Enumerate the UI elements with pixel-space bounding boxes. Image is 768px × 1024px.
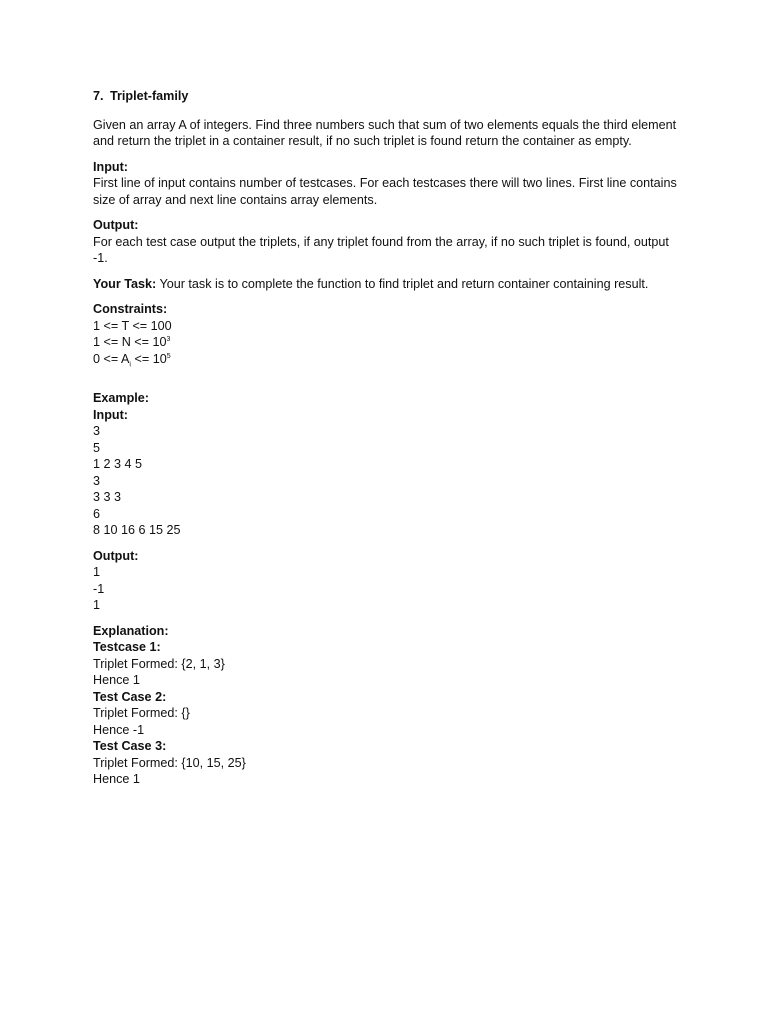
example-heading: Example: [93, 391, 149, 405]
constraint-n-exponent: 3 [166, 335, 171, 343]
example-input-line: 3 [93, 424, 101, 438]
constraints-section [93, 301, 683, 367]
input-text: First line of input contains number of testcases. For each testcases there will two lines. First line contains size of array and next line contains array elements. [93, 176, 677, 207]
explanation-line: Hence 1 [93, 673, 140, 687]
explanation-section [93, 623, 683, 788]
constraint-n [93, 334, 683, 351]
example-output-line: -1 [93, 581, 105, 596]
output-heading: Output: [93, 218, 139, 232]
task-section [93, 276, 683, 293]
explanation-line: Hence 1 [93, 772, 140, 786]
explanation-heading: Explanation: [93, 623, 169, 638]
constraint-a-subscript: i [129, 361, 131, 369]
example-input-heading: Input: [93, 407, 128, 422]
example-input-line: 5 [93, 440, 101, 455]
explanation-line: Test Case 3: [93, 739, 167, 753]
example-section [93, 390, 683, 539]
example-input-line: 6 [93, 506, 101, 521]
problem-number: 7. [93, 89, 104, 103]
task-text: Your task is to complete the function to find triplet and return container containing result. [156, 276, 649, 291]
input-section [93, 159, 683, 209]
constraint-a-exponent: 5 [166, 352, 171, 360]
example-output-heading: Output: [93, 548, 139, 563]
problem-title-text: Triplet-family [110, 89, 189, 103]
explanation-line: Triplet Formed: {} [93, 706, 190, 720]
explanation-line: Triplet Formed: {10, 15, 25} [93, 755, 246, 770]
spacer [93, 376, 683, 390]
task-label: Your Task: [93, 276, 157, 291]
example-input-line: 3 [93, 473, 101, 488]
example-input-line: 1 2 3 4 5 [93, 457, 143, 471]
example-output-line: 1 [93, 565, 101, 579]
input-heading: Input: [93, 159, 128, 174]
problem-title [93, 88, 683, 105]
output-text: For each test case output the triplets, if any triplet found from the array, if no such triplet is found, output -1. [93, 234, 669, 265]
constraint-a-text: 0 <= A [93, 351, 130, 366]
problem-description: Given an array A of integers. Find three numbers such that sum of two elements equals the third element and return the triplet in a container result, if no such triplet is found return the container as empty. [93, 117, 677, 148]
explanation-line: Testcase 1: [93, 640, 161, 654]
constraint-a-mid: <= 10 [130, 351, 167, 366]
constraint-n-text: 1 <= N <= 10 [93, 335, 167, 349]
constraint-t: 1 <= T <= 100 [93, 318, 172, 333]
example-output-line: 1 [93, 598, 101, 612]
output-section [93, 217, 683, 267]
document-content [93, 88, 683, 797]
explanation-line: Triplet Formed: {2, 1, 3} [93, 656, 225, 671]
constraint-a [93, 351, 683, 368]
constraints-heading: Constraints: [93, 302, 168, 316]
explanation-line: Test Case 2: [93, 689, 167, 704]
example-output-section [93, 548, 683, 614]
example-input-line: 8 10 16 6 15 25 [93, 523, 181, 537]
example-input-line: 3 3 3 [93, 490, 122, 504]
explanation-line: Hence -1 [93, 722, 145, 737]
